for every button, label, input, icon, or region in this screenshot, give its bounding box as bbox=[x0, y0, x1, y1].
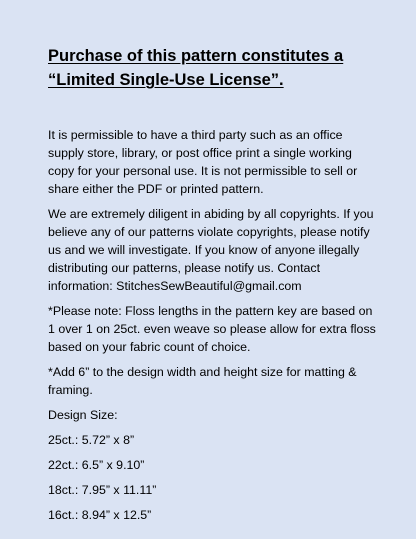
design-size-18ct: 18ct.: 7.95” x 11.11” bbox=[48, 483, 157, 497]
design-size-25ct: 25ct.: 5.72” x 8” bbox=[48, 433, 135, 447]
license-heading bbox=[48, 44, 376, 92]
license-heading-line-2: “Limited Single-Use License”. bbox=[48, 71, 284, 89]
matting-note-paragraph: *Add 6” to the design width and height size for matting & framing. bbox=[48, 365, 357, 397]
design-size-section bbox=[48, 406, 376, 524]
design-size-22ct: 22ct.: 6.5” x 9.10” bbox=[48, 458, 145, 472]
design-size-16ct: 16ct.: 8.94” x 12.5” bbox=[48, 508, 152, 522]
license-heading-line-1: Purchase of this pattern constitutes a bbox=[48, 47, 344, 65]
third-party-print-paragraph: It is permissible to have a third party such as an office supply store, library, or post office print a single working copy for your personal use. It is not permissible to sell or share either the PDF or printed pattern. bbox=[48, 128, 358, 196]
copyright-paragraph: We are extremely diligent in abiding by all copyrights. If you believe any of our patterns violate copyrights, please notify us and we will investigate. If you know of anyone illegally distributing our patterns, please notify us. Contact information: StitchesSewBeautiful@gmail.com bbox=[48, 207, 374, 293]
floss-note-paragraph: *Please note: Floss lengths in the pattern key are based on 1 over 1 on 25ct. even weave so please allow for extra floss based on your fabric count of choice. bbox=[48, 304, 376, 354]
design-size-title: Design Size: bbox=[48, 408, 118, 422]
